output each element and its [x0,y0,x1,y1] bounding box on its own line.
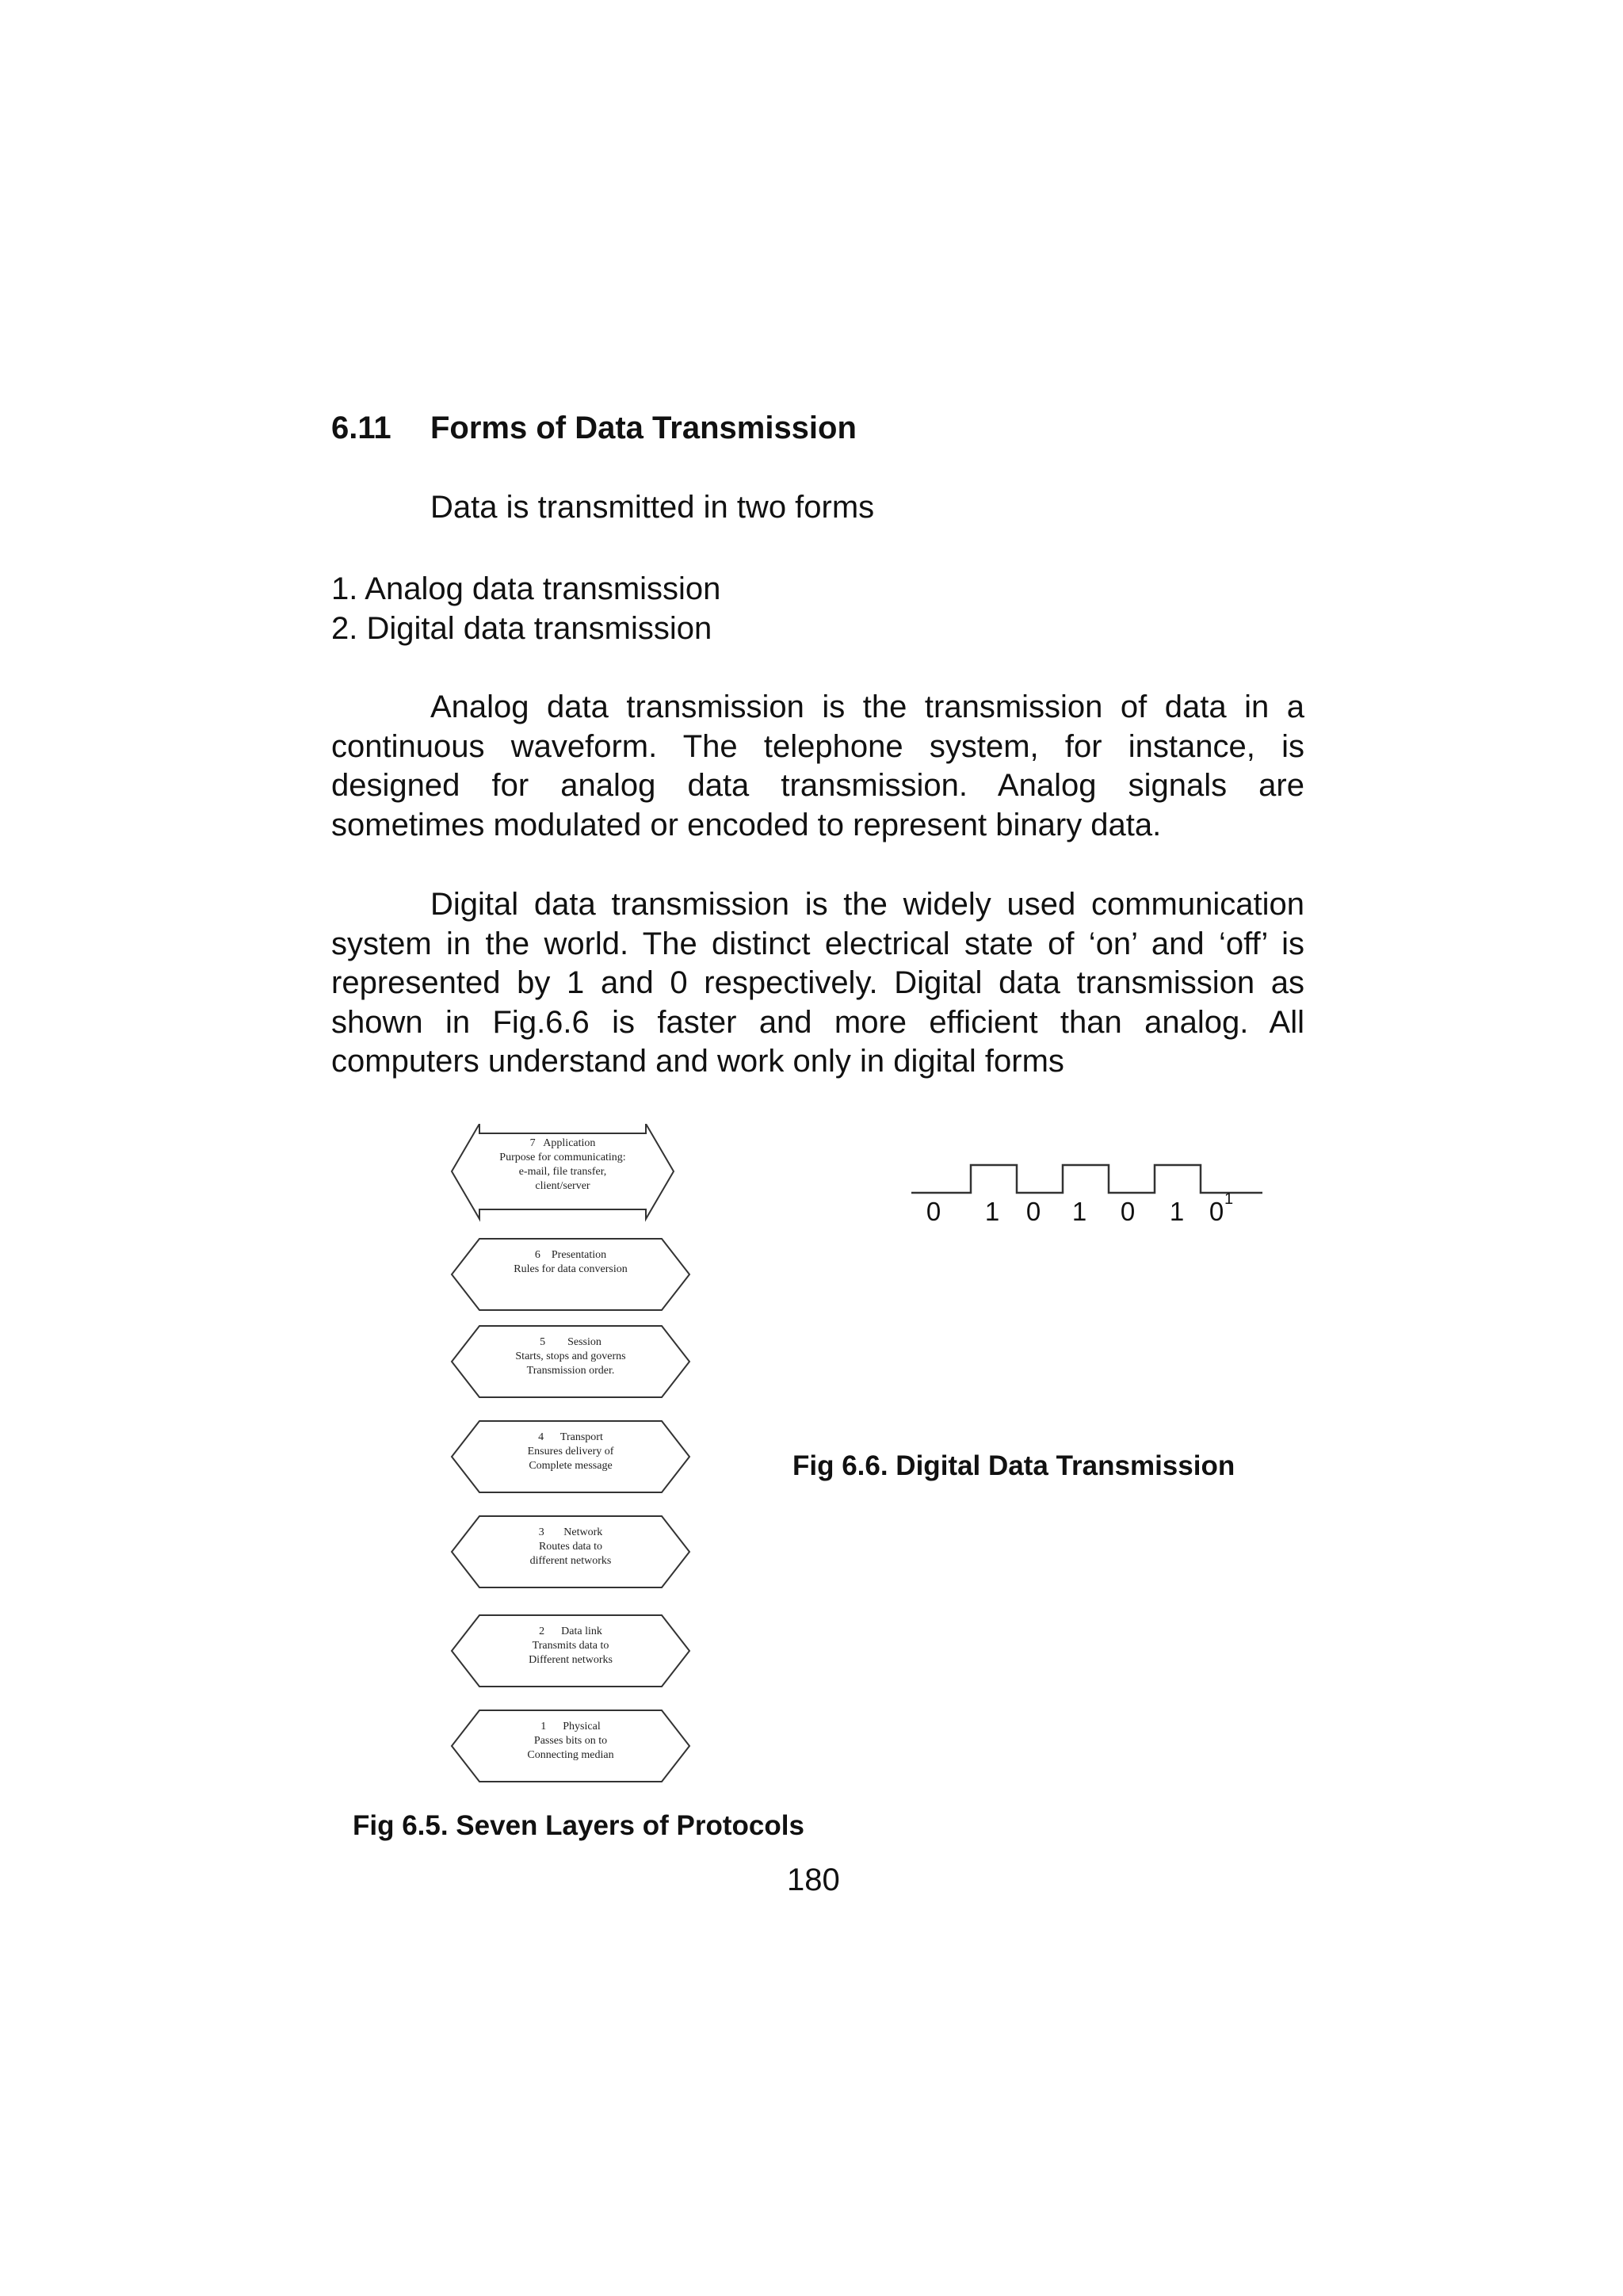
paragraph-analog: Analog data transmission is the transmission of data in a continuous waveform. The telephone system, for instance, is designed for analog data transmission. Analog signals are sometimes modulated or encoded to represent binary data. [331,690,1304,842]
bit-label: 1 [1071,1197,1087,1226]
layer-heading: 1 Physical [540,1721,601,1733]
bit-label: 0 [1025,1197,1041,1226]
layer-description: Ensures delivery of [527,1446,614,1457]
bit-label: 0 [926,1197,941,1226]
layer-heading: 4 Transport [538,1431,603,1443]
layer-label [468,1431,674,1473]
layer-description: e-mail, file transfer, [518,1166,607,1178]
bit-label: 1 [1169,1197,1185,1226]
layer-heading: 3 Network [538,1526,603,1538]
paragraph-digital: Digital data transmission is the widely used communication system in the world. The distinct electrical state of ‘on’ and ‘off’ is represented by 1 and 0 respectively. Digital data transmission as shown in Fig.6.6 is faster and more efficient than analog. All computers understand and work only in digital forms [331,887,1304,1079]
layer-label [468,1335,674,1378]
layer-label [468,1720,674,1763]
forms-list [331,569,720,648]
bit-label: 0 [1209,1197,1224,1226]
layer-description: Passes bits on to [533,1735,608,1747]
layer-description: Routes data to [538,1541,603,1553]
layer-description: different networks [529,1555,612,1567]
intro-text: Data is transmitted in two forms [430,490,875,525]
layer-label [468,1526,674,1568]
layer-description: Starts, stops and governs [515,1350,626,1362]
layer-heading: 7 Application [529,1137,596,1149]
bit-label: 0 [1120,1197,1136,1226]
layer-description: Complete message [529,1460,613,1472]
layer-heading: 5 Session [540,1336,601,1348]
layer-description: client/server [535,1180,590,1192]
layer-label [468,1248,674,1277]
list-item: 2. Digital data transmission [331,611,712,646]
section-heading [331,411,857,446]
layer-label [468,1625,674,1668]
waveform-line [911,1165,1262,1193]
layer-description: Transmits data to [532,1640,609,1652]
layer-heading: 6 Presentation [534,1249,607,1261]
layer-description: Purpose for communicating: [499,1152,626,1163]
section-number: 6.11 [331,411,391,445]
fig-6-6-caption: Fig 6.6. Digital Data Transmission [792,1450,1235,1481]
bit-label: 1 [984,1197,1000,1226]
layer-description: Transmission order. [526,1365,615,1377]
section-title: Forms of Data Transmission [430,411,857,445]
layer-description: Rules for data conversion [514,1263,628,1275]
bit-superscript: 1 [1224,1190,1234,1208]
layer-description: Different networks [529,1654,613,1666]
page-number: 180 [787,1862,840,1897]
fig-6-5-caption: Fig 6.5. Seven Layers of Protocols [353,1810,804,1841]
layer-description: Connecting median [527,1749,614,1761]
layer-heading: 2 Data link [539,1626,602,1637]
list-item: 1. Analog data transmission [331,571,721,606]
layer-label [468,1137,658,1194]
